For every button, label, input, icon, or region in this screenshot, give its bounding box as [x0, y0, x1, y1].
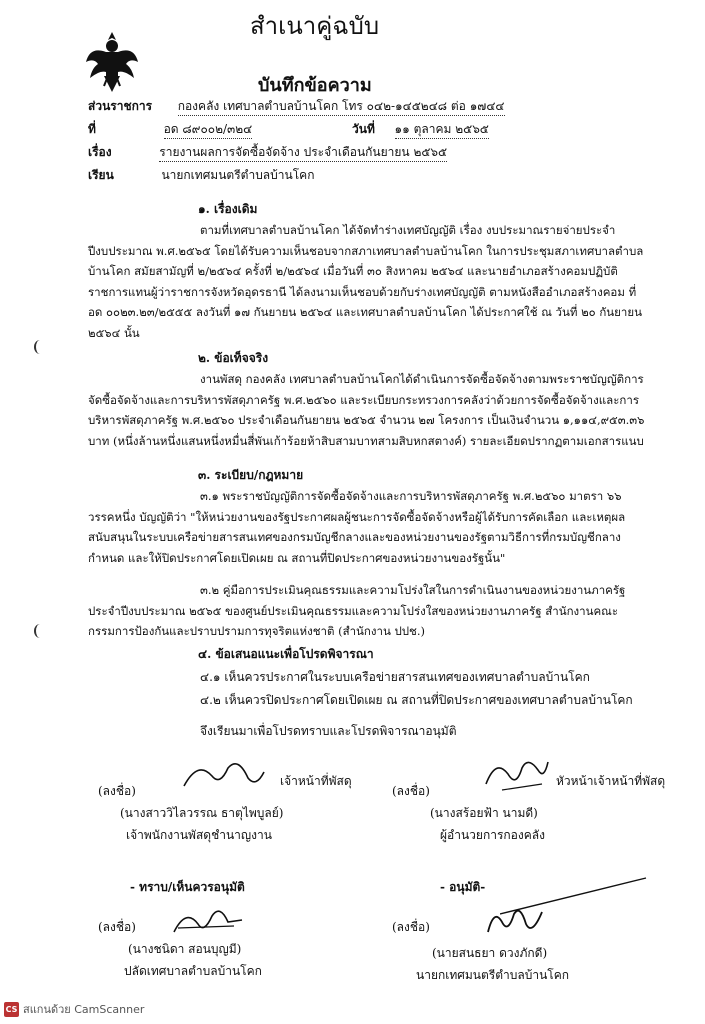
name-left-top: (นางสาววิไลวรรณ ธาตุไพบูลย์) — [120, 806, 284, 820]
signature-right-top — [482, 754, 552, 794]
sign-label-right-top: (ลงชื่อ) — [392, 784, 430, 798]
name-right-bottom: (นายสนธยา ดวงภักดี) — [432, 946, 548, 960]
name-right-top: (นางสร้อยฟ้า นามดี) — [430, 806, 538, 820]
camscanner-footer — [4, 1000, 144, 1018]
punch-hole-mark — [34, 340, 46, 354]
dept-label: ส่วนราชการ — [88, 99, 153, 113]
position-right-bottom: นายกเทศมนตรีตำบลบ้านโคก — [416, 968, 570, 982]
to-line — [88, 166, 314, 184]
closing-text: จึงเรียนมาเพื่อโปรดทราบและโปรดพิจารณาอนุมัติ — [200, 724, 457, 738]
signature-left-top — [178, 758, 268, 792]
section-1-heading: ๑. เรื่องเดิม — [198, 202, 258, 216]
position-left-bottom: ปลัดเทศบาลตำบลบ้านโคก — [124, 964, 262, 978]
subject-label: เรื่อง — [88, 145, 112, 159]
section-4-2-text: ๔.๒ เห็นควรปิดประกาศโดยเปิดเผย ณ สถานที่ปิดประกาศของเทศบาลตำบลบ้านโคก — [200, 693, 633, 707]
to-value: นายกเทศมนตรีตำบลบ้านโคก — [161, 168, 315, 182]
ref-value: อด ๘๙๐๐๒/๓๒๔ — [164, 120, 253, 139]
camscanner-text: สแกนด้วย CamScanner — [23, 1003, 145, 1016]
section-4-heading: ๔. ข้อเสนอแนะเพื่อโปรดพิจารณา — [198, 647, 374, 661]
to-label: เรียน — [88, 168, 114, 182]
dept-line — [88, 97, 505, 116]
role-right-top: หัวหน้าเจ้าหน้าที่พัสดุ — [556, 774, 666, 788]
section-3-heading: ๓. ระเบียบ/กฎหมาย — [198, 468, 304, 482]
signature-left-bottom — [168, 900, 248, 940]
ref-label: ที่ — [88, 122, 96, 136]
section-2-text: งานพัสดุ กองคลัง เทศบาลตำบลบ้านโคกได้ดำเนินการจัดซื้อจัดจ้างตามพระราชบัญญัติการจัดซื้อจัดจ้างและการบริหารพัสดุภาครัฐ พ.ศ.๒๕๖๐ และระเบียบกระทรวงการคลังว่าด้วยการจัดซื้อจัดจ้างและการบริหารพัสดุภาครัฐ พ.ศ.๒๕๖๐ ประจำเดือนกันยายน ๒๕๖๕ จำนวน ๒๗ โครงการ เป็นเงินจำนวน ๑,๑๑๔,๙๕๓.๓๖ บาท (หนึ่งล้านหนึ่งแสนหนึ่งหมื่นสี่พันเก้าร้อยห้าสิบสามบาทสามสิบหกสตางค์) รายละเอียดปรากฏตามเอกสารแนบ — [88, 372, 645, 448]
dept-value: กองคลัง เทศบาลตำบลบ้านโคก โทร ๐๔๒-๑๔๕๒๔๘ ต่อ ๑๗๔๔ — [178, 97, 505, 116]
subject-line — [88, 143, 447, 162]
position-right-top: ผู้อำนวยการกองคลัง — [440, 828, 545, 842]
memo-title: บันทึกข้อความ — [258, 75, 372, 96]
section-1-text: ตามที่เทศบาลตำบลบ้านโคก ได้จัดทำร่างเทศบัญญัติ เรื่อง งบประมาณรายจ่ายประจำปีงบประมาณ พ.ศ.๒๕๖๕ โดยได้รับความเห็นชอบจากสภาเทศบาลตำบลบ้านโคก ในการประชุมสภาเทศบาลตำบลบ้านโคก สมัยสามัญที่ ๒/๒๕๖๔ ครั้งที่ ๒/๒๕๖๔ เมื่อวันที่ ๓๐ สิงหาคม ๒๕๖๔ และนายอำเภอสร้างคอมปฏิบัติราชการแทนผู้ว่าราชการจังหวัดอุดรธานี ได้ลงนามเห็นชอบด้วยกับร่างเทศบัญญัติ ตามหนังสืออำเภอสร้างคอม ที่ อด ๐๐๒๓.๒๓/๒๕๕๕ ลงวันที่ ๑๗ กันยายน ๒๕๖๔ และเทศบาลตำบลบ้านโคก ได้ประกาศใช้ ณ วันที่ ๒๐ กันยายน ๒๕๖๔ นั้น — [88, 223, 644, 340]
section-2-heading: ๒. ข้อเท็จจริง — [198, 351, 269, 365]
name-left-bottom: (นางชนิดา สอนบุญมี) — [128, 942, 242, 956]
sign-label-right-bottom: (ลงชื่อ) — [392, 920, 430, 934]
ref-line — [88, 120, 252, 139]
camscanner-logo-icon: CS — [4, 1002, 19, 1017]
garuda-emblem-icon — [84, 28, 140, 98]
role-left-top: เจ้าหน้าที่พัสดุ — [280, 774, 352, 788]
date-line — [352, 120, 489, 139]
section-4-1-text: ๔.๑ เห็นควรประกาศในระบบเครือข่ายสารสนเทศของเทศบาลตำบลบ้านโคก — [200, 670, 590, 684]
remark-left-bottom: - ทราบ/เห็นควรอนุมัติ — [130, 880, 245, 894]
remark-right-bottom: - อนุมัติ- — [440, 880, 486, 894]
sign-label-left-bottom: (ลงชื่อ) — [98, 920, 136, 934]
sign-label-left-top: (ลงชื่อ) — [98, 784, 136, 798]
subject-value: รายงานผลการจัดซื้อจัดจ้าง ประจำเดือนกันยายน ๒๕๖๕ — [159, 143, 447, 162]
date-label: วันที่ — [352, 122, 375, 136]
signature-right-bottom — [480, 902, 550, 942]
section-3-1-text: ๓.๑ พระราชบัญญัติการจัดซื้อจัดจ้างและการบริหารพัสดุภาครัฐ พ.ศ.๒๕๖๐ มาตรา ๖๖ วรรคหนึ่ง บัญญัติว่า "ให้หน่วยงานของรัฐประกาศผลผู้ชนะการจัดซื้อจัดจ้างหรือผู้ได้รับการคัดเลือก และเหตุผลสนับสนุนในระบบเครือข่ายสารสนเทศของกรมบัญชีกลางและของหน่วยงานของรัฐตามวิธีการที่กรมบัญชีกลางกำหนด และให้ปิดประกาศโดยเปิดเผย ณ สถานที่ปิดประกาศของหน่วยงานของรัฐนั้น" — [88, 489, 626, 565]
copy-label: สำเนาคู่ฉบับ — [250, 12, 380, 40]
section-3-2-text: ๓.๒ คู่มือการประเมินคุณธรรมและความโปร่งใสในการดำเนินงานของหน่วยงานภาครัฐประจำปีงบประมาณ ๒๕๖๕ ของศูนย์ประเมินคุณธรรมและความโปร่งใสของหน่วยงานภาครัฐ สำนักงานคณะกรรมการป้องกันและปราบปรามการทุจริตแห่งชาติ (สำนักงาน ปปช.) — [88, 583, 626, 638]
position-left-top: เจ้าพนักงานพัสดุชำนาญงาน — [126, 828, 272, 842]
date-value: ๑๑ ตุลาคม ๒๕๖๕ — [395, 120, 489, 139]
punch-hole-mark — [34, 624, 46, 638]
